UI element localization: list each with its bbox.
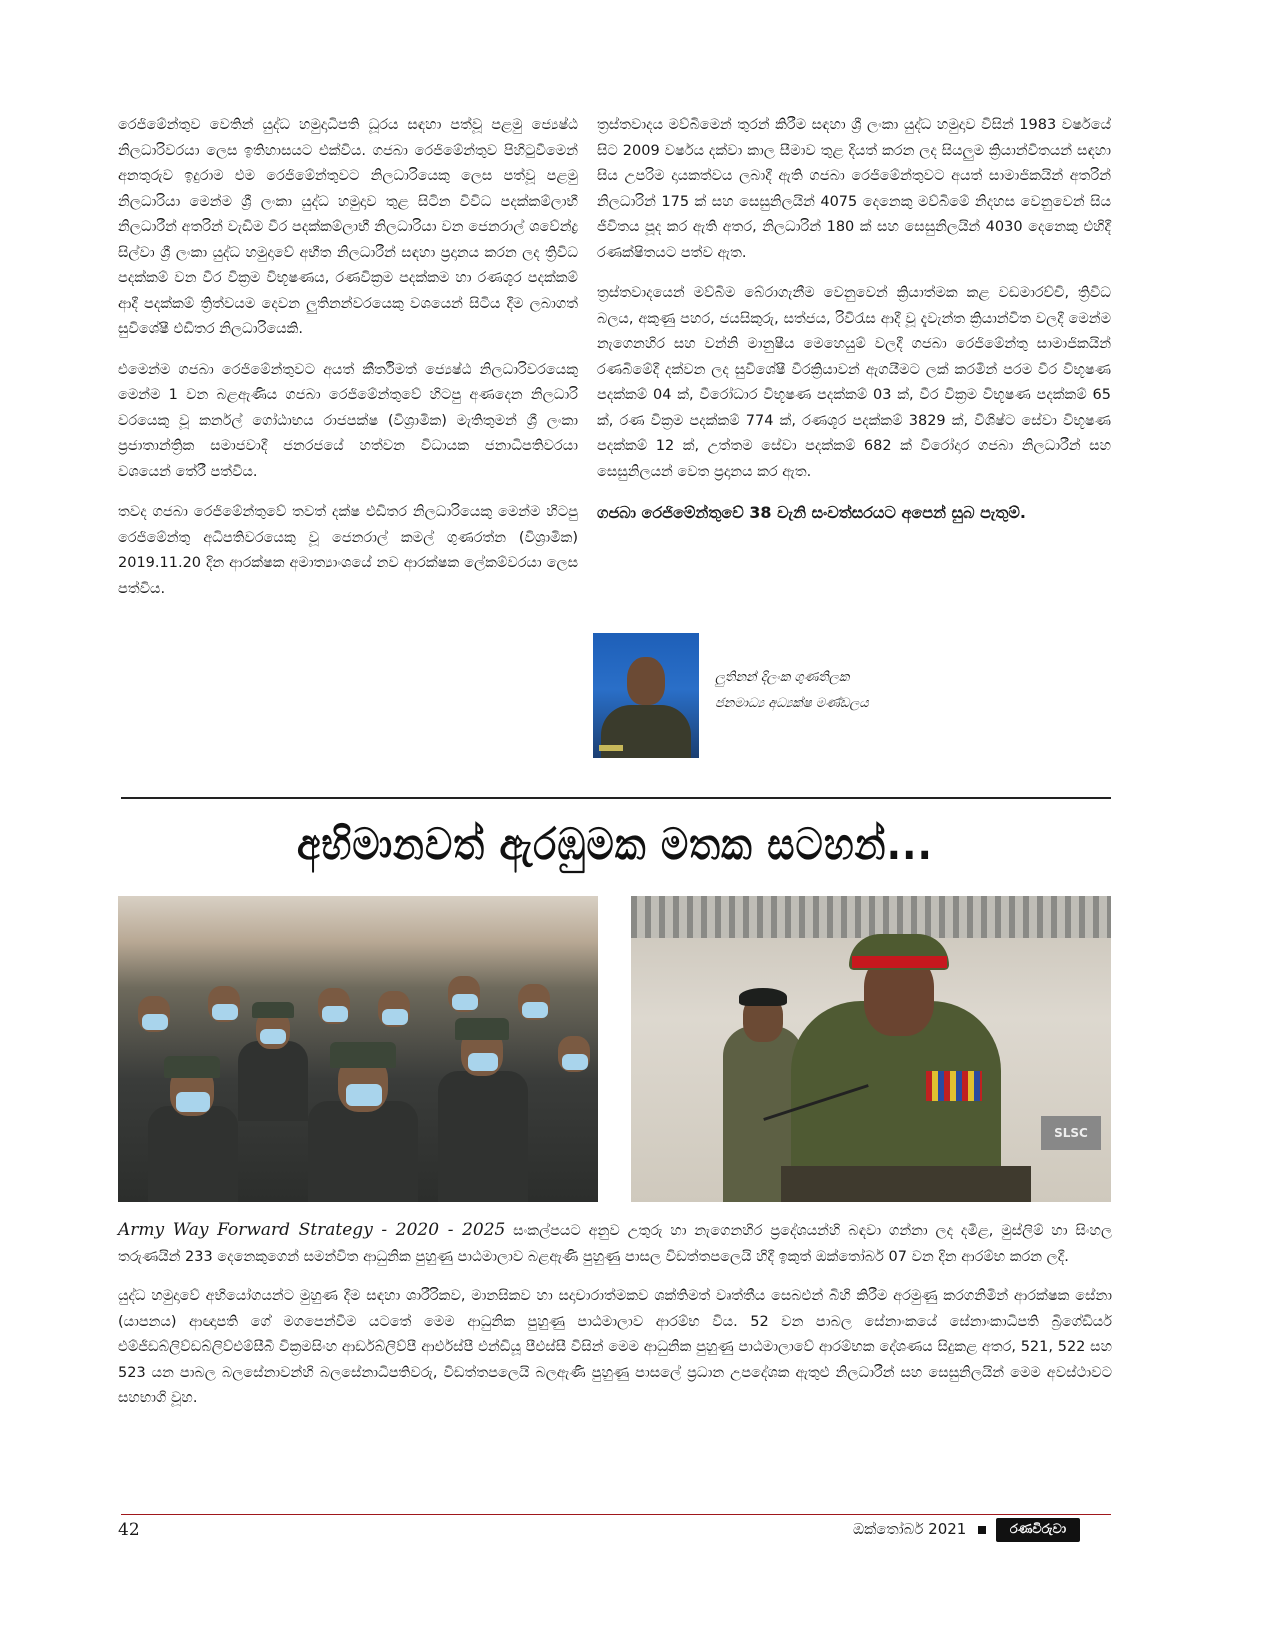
bullet-square-icon [978,1526,986,1534]
roof-beams [631,896,1111,938]
author-head [627,657,665,705]
article-left-column [118,113,578,617]
recruit-figure [142,1014,168,1030]
footer-divider [121,1514,1111,1515]
author-name: ලුතිනන් දිලංක ගුණතිලක [715,670,850,685]
recruit-figure [522,1002,548,1018]
recruit-figure [382,1009,408,1025]
anniversary-wish: ගජබා රෙජිමේන්තුවේ 38 වැනි සංවත්සරයට අපෙන් සුබ පැතුම්. [597,503,1027,522]
feature-paragraph: යුද්ධ හමුදාවේ අභියෝගයන්ට මුහුණ දීම සඳහා ශාරීරිකව, මානසිකව හා සදාචාරාත්මකව ශක්තිමත් වෘත්තීය සෙබළුන් බිහි කිරීම අරමුණු කරගනිමින් ආරක්ෂක සේනා (යාපනය) ආඥාපති ගේ මගපෙන්වීම යටතේ මෙම ආධුනික පුහුණු පාඨමාලාව ආරම්භ විය. 52 වන පාබල සේනාංකයේ සේනාංකාධිපති බ්‍රිගේඩියර් එම්ජීඩබ්ලිව්ඩබ්ලිව්එම්සීබී වික්‍රමසිංහ ආර්ඩබ්ලිව්පී ආර්එස්පී එන්ඩියූ පීඑස්සී විසින් මෙම ආධුනික පුහුණු පාඨමාලාවේ ආරම්භක දේශණය සිදුකළ අතර, 521, 522 සහ 523 යන පාබල බලසේනාවන්හි බලසේනාධිපතිවරු, විඩත්තපලෙයි බලඇණි පුහුණු පාසලේ ප්‍රධාන උපදේශක ඇතුළු නිලධාරීන් සහ සෙසුනිලයින් මෙම අවස්ථාවට සහභාගි වූහ. [118,1288,1112,1406]
section-divider [121,797,1111,799]
feature-headline: අභිමානවත් ඇරඹුමක මතක සටහන්... [297,818,933,870]
cap-band [852,956,947,968]
article-right-column [597,113,1111,541]
author-department: ජනමාධ්‍ය අධ්‍යක්ෂ මණ්ඩලය [715,696,869,711]
recruit-figure [212,1004,238,1020]
feature-paragraph [118,1218,1112,1270]
recruit-figure [252,1002,294,1018]
officer-speech-photo [631,896,1111,1202]
article-paragraph: එමෙන්ම ගජබා රෙජිමේන්තුවට අයත් කීර්තිමත් ජ්‍යෙෂ්ඨ නිලධාරිවරයෙකු මෙන්ම 1 වන බළඇණිය ගජබා රෙජිමේන්තුවේ හිටපු අණදෙන නිලධාරි වරයෙකු වූ කර්නල් ගෝඨාභය රාජපක්ෂ (විශ්‍රාමික) මැතිතුමන් ශ්‍රී ලංකා ප්‍රජාතාන්ත්‍රික සමාජවාදී ජනරජයේ හත්වන විධායක ජනාධිපතිවරයා වශයෙන් තේරී පත්විය. [118,361,578,480]
article-paragraph: ත්‍රස්තවාදය මව්බිමෙන් තුරන් කිරීම සඳහා ශ්‍රී ලංකා යුද්ධ හමුදාව විසින් 1983 වර්ෂයේ සිට 2009 වර්ෂය දක්වා කාල සීමාව තුළ දියත් කරන ලද සියලුම ක්‍රියාන්විතයන් සඳහා සිය උපරිම දායකත්වය ලබාදී ඇති ගජබා රෙජිමේන්තුවට අයත් සාමාජිකයින් අතරින් නිලධාරින් 175 ක් සහ සෙසුනිලයින් 4075 දෙනෙකු මව්බිමේ නිදහස වෙනුවෙන් සිය ජීවිතය පූද කර ඇති අතර, නිලධාරින් 180 ක් සහ සෙසුනිලයින් 4030 දෙනෙකු එහිදී රණක්ෂිතයට පත්ව ඇත. [597,117,1111,261]
recruit-figure [322,1006,348,1022]
recruit-figure [260,1029,286,1044]
recruit-figure [468,1053,498,1071]
article-paragraph: රෙජිමේන්තුව වෙතින් යුද්ධ හමුදාධිපති ධූරය සඳහා පත්වූ පළමු ජ්‍යෙෂ්ඨ නිලධාරිවරයා ලෙස ඉතිහාසයට එක්විය. ගජබා රෙජිමේන්තුව පිහිටුවීමෙන් අනතුරුව ඉදුරාම එම රෙජිමේන්තුවට නිලධාරියෙකු ලෙස පත්වූ පළමු නිලධාරියා මෙන්ම ශ්‍රී ලංකා යුද්ධ හමුදාව තුළ සිටින විවිධ පදක්කම්ලාභී නිලධාරීන් අතරින් වැඩිම වීර පදක්කම්ලාභී නිලධාරියා වන ජෙනරාල් ශවේන්ද්‍ර සිල්වා ශ්‍රී ලංකා යුද්ධ හමුදාවේ අභීත නිලධාරීන් සඳහා ප්‍රදානය කරන ලද ත්‍රිවිධ පදක්කම් වන වීර වික්‍රම විභූෂණය, රණවික්‍රම පදක්කම හා රණශූර පදක්කම් ආදී පදක්කම් ත්‍රිත්වයම දෙවන ලුතිනන්වරයෙකු වශයෙන් සිටිය දීම ලබාගත් සුවිශේෂී එඩිතර නිලධාරියෙකි. [118,117,578,337]
page-number: 42 [118,1520,140,1540]
recruit-figure [562,1054,588,1070]
magazine-logo: රණවිරුවා [996,1518,1080,1542]
recruits-photo [118,896,598,1202]
strategy-name: Army Way Forward Strategy - 2020 - 2025 [118,1220,506,1240]
recruit-figure [438,1071,528,1202]
recruit-figure [346,1084,382,1106]
recruit-figure [330,1042,396,1068]
author-credit [715,665,869,717]
podium [781,1166,1031,1202]
article-paragraph: ත්‍රස්තවාදයෙන් මව්බිම බේරාගැනීම වෙනුවෙන් ක්‍රියාත්මක කළ වඩමාරච්චි, ත්‍රිවිධ බලය, අකුණු පහර, ජයසිකුරු, සත්ජය, රිවිරැස ආදී වූ දැවැන්ත ක්‍රියාන්විත වලදී මෙන්ම නැගෙනහිර සහ වන්නි මානුෂීය මෙහෙයුම් වලදී ගජබා රෙජිමේන්තු සාමාජිකයින් රණබිමේදී දක්වන ලද සුවිශේෂී වීරක්‍රියාවන් ඇගයීමට ලක් කරමින් පරම වීර විභූෂණ පදක්කම් 04 ක්, වීරෝධාර විභූෂණ පදක්කම් 03 ක්, වීර වික්‍රම විභූෂණ පදක්කම් 65 ක්, රණ වික්‍රම පදක්කම් 774 ක්, රණශූර පදක්කම් 3829 ක්, විශිෂ්ට සේවා විභූෂණ පදක්කම් 12 ක්, උත්තම සේවා පදක්කම් 682 ක් වීරෝදාර ගජබා නිලධාරීන් සහ සෙසුනිලයන් වෙත ප්‍රදානය කර ඇත. [597,285,1111,480]
backdrop-sign: SLSC [1041,1116,1101,1150]
article-paragraph: තවද ගජබා රෙජිමේන්තුවේ තවත් දක්ෂ එඩිතර නිලධාරියෙකු මෙන්ම හිටපු රෙජිමේන්තු අධිපතිවරයෙකු වූ ජෙනරාල් කමල් ගුණරත්න (විශ්‍රාමික) 2019.11.20 දින ආරක්ෂක අමාත්‍යාංශයේ නව ආරක්ෂක ලේකම්වරයා ලෙස පත්විය. [118,504,578,597]
medal-ribbons [926,1071,982,1101]
recruit-figure [176,1092,210,1112]
feature-paragraph-text: සංකල්පයට අනුව උතුරු හා නැගෙනහිර ප්‍රදේශයන්හි බඳවා ගන්නා ලද දමිළ, මුස්ලිම් හා සිංහල තරුණයින් 233 දෙනෙකුගෙන් සමන්විත ආධුනික පුහුණු පාඨමාලාව බළඇණි පුහුණු පාසල විඩත්තපලෙයි හිදී ඉකුත් ඔක්තෝබර් 07 වන දින ආරම්භ කරන ලදී. [118,1223,1113,1265]
recruit-figure [452,994,478,1010]
issue-date: ඔක්තෝබර් 2021 [853,1520,967,1538]
beret [739,988,787,1006]
recruit-figure [455,1018,509,1040]
feature-body [118,1218,1112,1426]
recruit-figure [164,1056,220,1078]
recruit-figure [148,1106,238,1202]
recruit-figure [238,1041,308,1121]
name-tag [599,745,623,751]
recruit-figure [308,1101,418,1202]
author-photo [593,633,699,758]
